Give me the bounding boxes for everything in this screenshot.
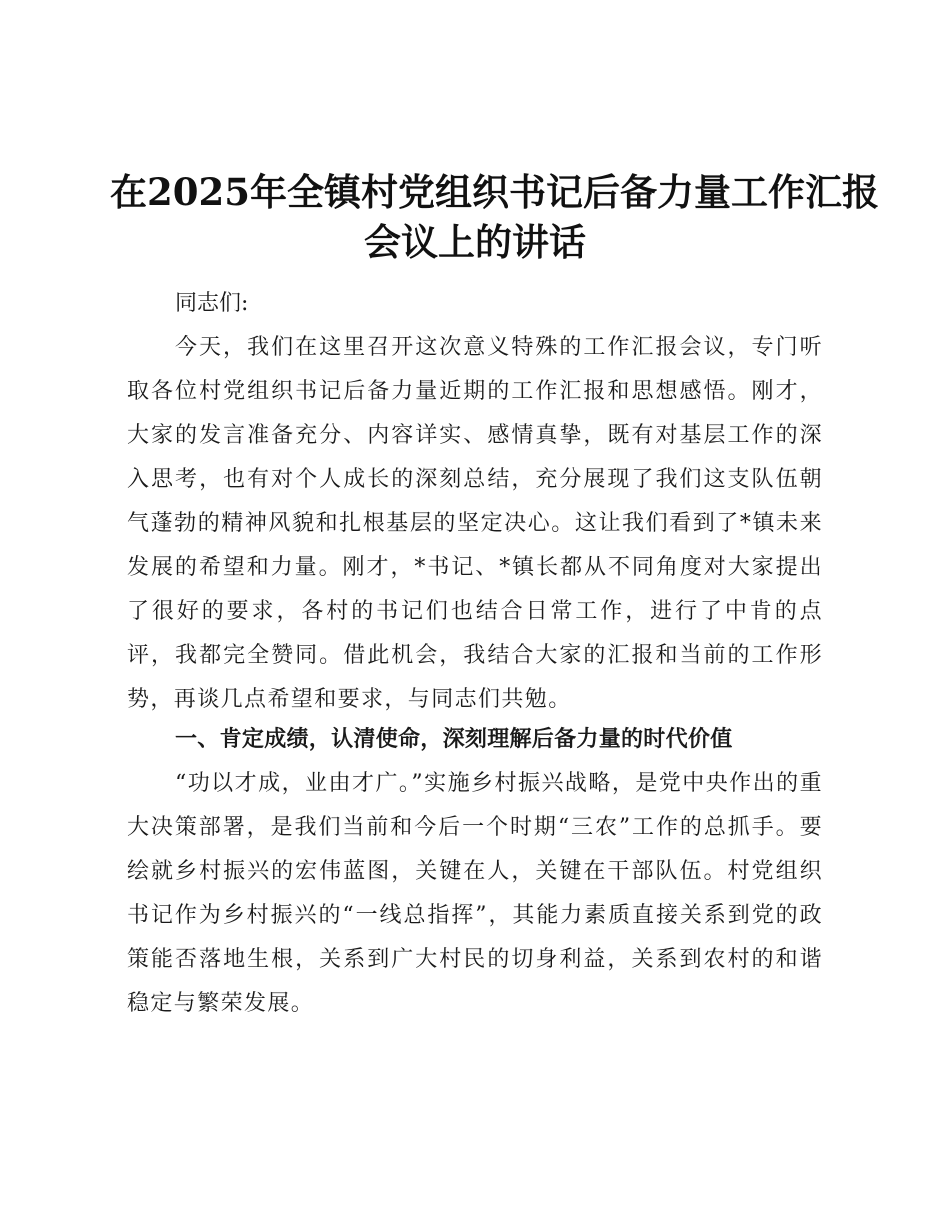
document-title-line-2: 会议上的讲话 [364,220,586,264]
body-paragraph-opening: 今天，我们在这里召开这次意义特殊的工作汇报会议，专门听取各位村党组织书记后备力量近期的工作汇报和思想感悟。刚才，大家的发言准备充分、内容详实、感情真挚，既有对基层工作的深入思考，也有对个人成长的深刻总结，充分展现了我们这支队伍朝气蓬勃的精神风貌和扎根基层的坚定决心。这让我们看到了*镇未来发展的希望和力量。刚才，*书记、*镇长都从不同角度对大家提出了很好的要求，各村的书记们也结合日常工作，进行了中肯的点评，我都完全赞同。借此机会，我结合大家的汇报和当前的工作形势，再谈几点希望和要求，与同志们共勉。 [127,335,823,712]
salutation: 同志们: [175,291,249,316]
document-title-line-1: 在2025年全镇村党组织书记后备力量工作汇报 [110,170,879,214]
section-heading-1: 一、肯定成绩，认清使命，深刻理解后备力量的时代价值 [175,727,733,752]
body-paragraph-section-1: “功以才成，业由才广。”实施乡村振兴战略，是党中央作出的重大决策部署，是我们当前和今后一个时期“三农”工作的总抓手。要绘就乡村振兴的宏伟蓝图，关键在人，关键在干部队伍。村党组织书记作为乡村振兴的“一线总指挥”，其能力素质直接关系到党的政策能否落地生根，关系到广大村民的切身利益，关系到农村的和谐稳定与繁荣发展。 [127,771,823,1016]
